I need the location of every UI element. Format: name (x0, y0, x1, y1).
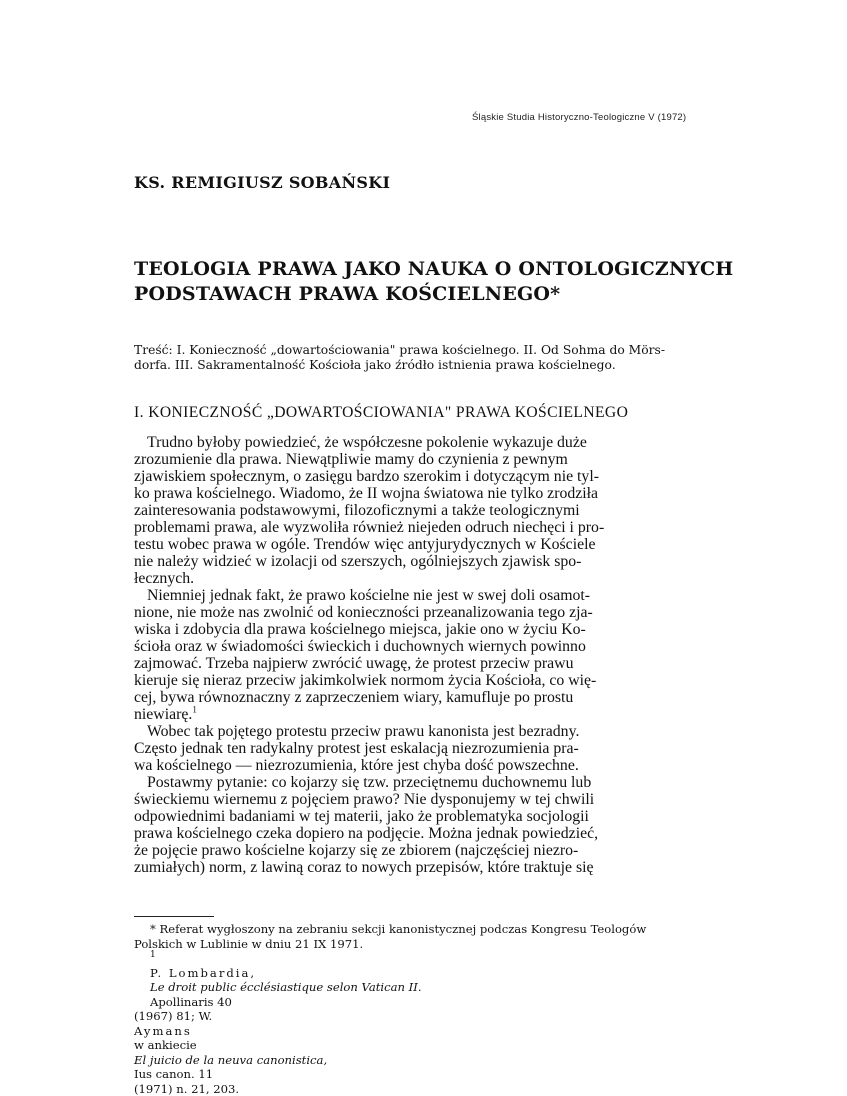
footnote-line: * Referat wygłoszony na zebraniu sekcji kanonistycznej podczas Kongresu Teologów (134, 922, 724, 937)
footnote-work: Le droit public écclésiastique selon Vatican II. (150, 980, 422, 994)
body-line: że pojęcie prawo kościelne kojarzy się ze zbiorem (najczęściej niezro- (134, 842, 724, 859)
footnote-ref[interactable]: 1 (192, 705, 197, 715)
title-line: TEOLOGIA PRAWA JAKO NAUKA O ONTOLOGICZNYCH (134, 257, 754, 282)
body-line (134, 706, 724, 723)
body-line: Wobec tak pojętego protestu przeciw prawu kanonista jest bezradny. (134, 723, 724, 740)
body-line: wiska i zdobycia dla prawa kościelnego miejsca, jakie ono w życiu Ko- (134, 621, 724, 638)
footnote-text: (1967) 81; W. (134, 1009, 724, 1024)
footnote-text: Apollinaris 40 (150, 995, 724, 1010)
body-line: testu wobec prawa w ogóle. Trendów więc antyjurydycznych w Kościele (134, 536, 724, 553)
footnote-rule (134, 916, 214, 917)
footnote-line (134, 951, 724, 1009)
body-line: prawa kościelnego czeka dopiero na podjęcie. Można jednak powiedzieć, (134, 825, 724, 842)
title-line: PODSTAWACH PRAWA KOŚCIELNEGO* (134, 282, 754, 307)
footnote-text: Ius canon. 11 (134, 1067, 724, 1082)
footnote-author: Aymans (134, 1024, 724, 1039)
section-heading: I. KONIECZNOŚĆ „DOWARTOŚCIOWANIA" PRAWA KOŚCIELNEGO (134, 404, 628, 422)
body-line: świeckiemu wiernemu z pojęciem prawo? Nie dysponujemy w tej chwili (134, 791, 724, 808)
body-line: zajmować. Trzeba najpierw zwrócić uwagę, że protest przeciw prawu (134, 655, 724, 672)
body-line: zjawiskiem społecznym, o zasięgu bardzo szerokim i dotyczącym nie tyl- (134, 468, 724, 485)
body-line: nione, nie może nas zwolnić od konieczności przeanalizowania tego zja- (134, 604, 724, 621)
body-line: ko prawa kościelnego. Wiadomo, że II wojna światowa nie tylko zrodziła (134, 485, 724, 502)
body-line: kieruje się nieraz przeciw jakimkolwiek normom życia Kościoła, co wię- (134, 672, 724, 689)
body-line: wa kościelnego — niezrozumienia, które jest chyba dość powszechne. (134, 757, 724, 774)
body-line: Niemniej jednak fakt, że prawo kościelne nie jest w swej doli osamot- (134, 587, 724, 604)
body-text (134, 434, 724, 876)
article-title (134, 257, 754, 307)
body-line: Postawmy pytanie: co kojarzy się tzw. przeciętnemu duchownemu lub (134, 774, 724, 791)
body-line: łecznych. (134, 570, 724, 587)
author-name: KS. REMIGIUSZ SOBAŃSKI (134, 173, 390, 192)
footnotes (134, 922, 724, 1096)
body-line-text: niewiarę. (134, 706, 192, 723)
table-of-contents (134, 343, 719, 373)
contents-line: Treść: I. Konieczność „dowartościowania" prawa kościelnego. II. Od Sohma do Mörs- (134, 343, 719, 358)
running-head: Śląskie Studia Historyczno-Teologiczne V (1972) (472, 112, 686, 123)
body-line: odpowiednimi badaniami w tej materii, jako że problematyka socjologii (134, 808, 724, 825)
footnote-work: El juicio de la neuva canonistica, (134, 1053, 327, 1067)
footnote-line: (1971) n. 21, 203. (134, 1082, 724, 1096)
body-line: Trudno byłoby powiedzieć, że współczesne pokolenie wykazuje duże (134, 434, 724, 451)
footnote-author: P. Lombardia, (150, 966, 724, 981)
body-line: cej, bywa równoznaczny z zaprzeczeniem wiary, kamufluje po prostu (134, 689, 724, 706)
body-line: Często jednak ten radykalny protest jest eskalacją niezrozumienia pra- (134, 740, 724, 757)
body-line: nie należy widzieć w izolacji od szerszych, ogólniejszych zjawisk spo- (134, 553, 724, 570)
footnote-line (134, 1009, 724, 1082)
contents-line: dorfa. III. Sakramentalność Kościoła jako źródło istnienia prawa kościelnego. (134, 358, 719, 373)
footnote-line: Polskich w Lublinie w dniu 21 IX 1971. (134, 937, 724, 952)
body-line: zumiałych) norm, z lawiną coraz to nowych przepisów, które traktuje się (134, 859, 724, 876)
footnote-text: w ankiecie (134, 1038, 724, 1053)
body-line: zainteresowania podstawowymi, filozoficznymi a także teologicznymi (134, 502, 724, 519)
footnote-number: 1 (150, 950, 156, 960)
body-line: ścioła oraz w świadomości świeckich i duchownych wiernych powinno (134, 638, 724, 655)
body-line: zrozumienie dla prawa. Niewątpliwie mamy do czynienia z pewnym (134, 451, 724, 468)
body-line: problemami prawa, ale wyzwoliła również niejeden odruch niechęci i pro- (134, 519, 724, 536)
